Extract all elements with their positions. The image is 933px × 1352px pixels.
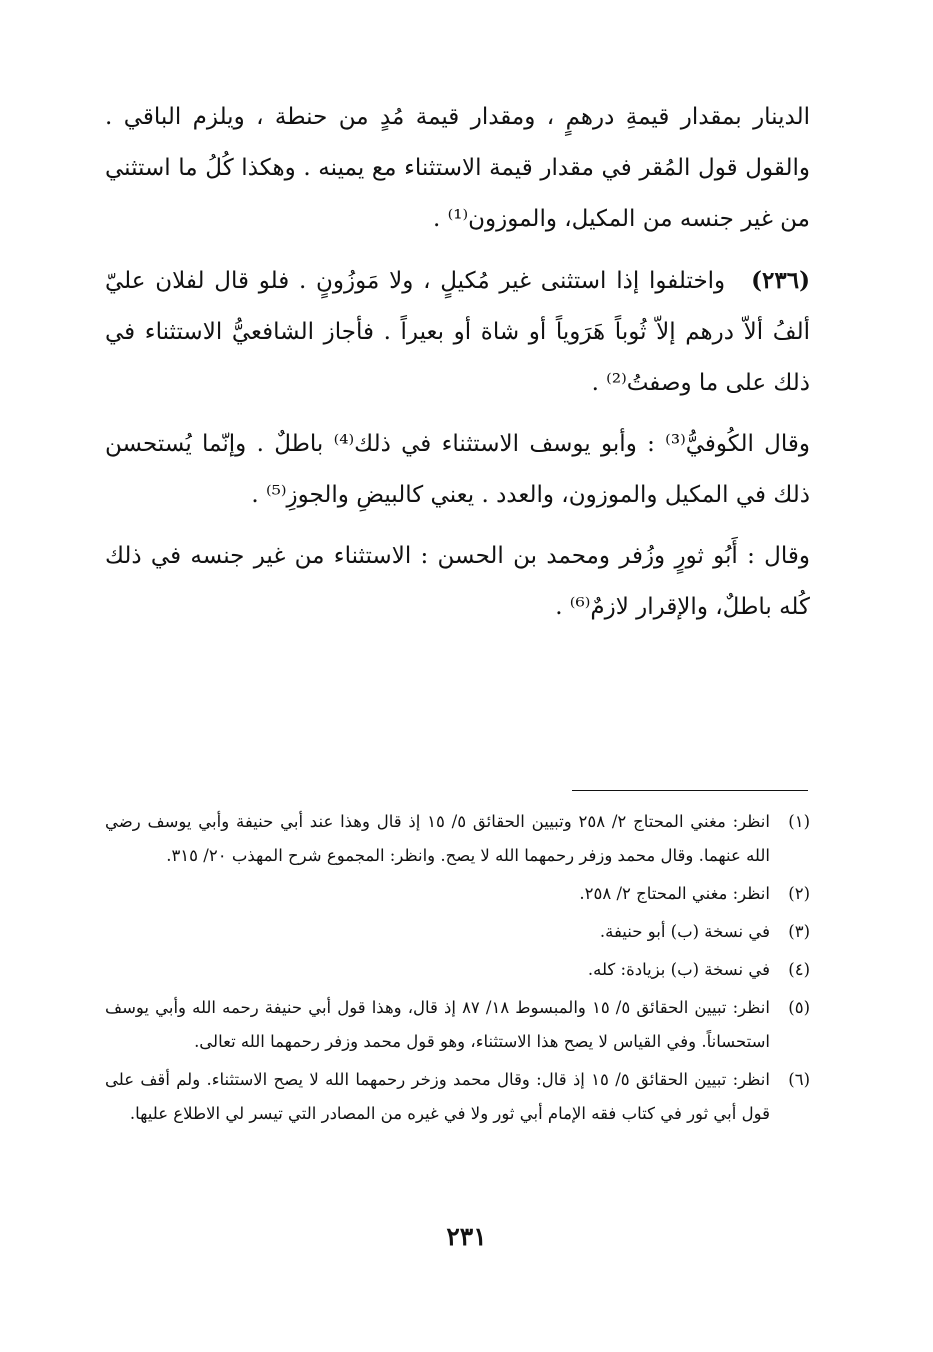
footnote-text: انظر: مغني المحتاج ٢/ ٢٥٨.	[579, 884, 770, 903]
footnote-number: (٥)	[788, 998, 810, 1017]
paragraph-4: وقال : أَبُو ثورٍ وزُفر ومحمد بن الحسن : الاستثناء من غير جنسه في ذلك كُله باطلٌ، والإقرار لازمٌ⁽⁶⁾ .	[105, 543, 810, 620]
footnote-number: (٣)	[788, 922, 810, 941]
main-text	[105, 92, 810, 633]
footnote-number: (٢)	[788, 884, 810, 903]
footnotes	[105, 805, 810, 1131]
paragraph-1: الدينار بمقدار قيمةِ درهمٍ ، ومقدار قيمة مُدٍ من حنطة ، ويلزم الباقي . والقول قول المُقر في مقدار قيمة الاستثناء مع يمينه . وهكذا كُلُ ما استثني من غير جنسه من المكيل، والموزون⁽¹⁾ .	[105, 104, 810, 232]
paragraph-2-text: واختلفوا إذا استثنى غير مُكيلٍ ، ولا مَوزُونٍ . فلو قال لفلان عليّ ألفُ ألاّ درهم إلاّ ثُوباً هَرَوياً أو شاة أو بعيراً . فأجاز الشافعيُّ الاستثناء في ذلك على ما وصفتُ⁽²⁾ .	[105, 268, 810, 396]
footnote	[105, 1063, 810, 1131]
footnote-text: انظر: تبيين الحقائق ٥/ ١٥ إذ قال: وقال محمد وزخر رحمهما الله لا يصح الاستثناء. ولم أقف على قول أبي ثور في كتاب فقه الإمام أبي ثور ولا في غيره من المصادر التي تيسر لي الاطلاع عليها.	[105, 1070, 770, 1123]
footnote	[105, 915, 810, 949]
paragraph-2	[105, 255, 810, 409]
section-number: (٢٣٦)	[751, 267, 810, 294]
paragraph-3: وقال الكُوفيُّ⁽³⁾ : وأبو يوسف الاستثناء في ذلك⁽⁴⁾ باطلٌ . وإنّما يُستحسن ذلك في المكيل والموزون، والعدد . يعني كالبيضِ والجوزِ⁽⁵⁾ .	[105, 431, 810, 508]
footnote	[105, 991, 810, 1059]
footnote-divider	[572, 790, 808, 791]
footnote-number: (١)	[788, 812, 810, 831]
footnote	[105, 877, 810, 911]
footnote	[105, 953, 810, 987]
footnote-text: انظر: مغني المحتاج ٢/ ٢٥٨ وتبيين الحقائق ٥/ ١٥ إذ قال وهذا عند أبي حنيفة وأبي يوسف رضي الله عنهما. وقال محمد وزفر رحمهما الله لا يصح. وانظر: المجموع شرح المهذب ٢٠/ ٣١٥.	[105, 812, 770, 865]
footnote-number: (٦)	[788, 1070, 810, 1089]
footnote	[105, 805, 810, 873]
page-number: ٢٣١	[446, 1222, 487, 1251]
footnote-text: في نسخة (ب) بزيادة: كله.	[587, 960, 770, 979]
footnote-text: انظر: تبيين الحقائق ٥/ ١٥ والمبسوط ١٨/ ٨٧ إذ قال، وهذا قول أبي حنيفة رحمه الله وأبي يوسف استحساناً. وفي القياس لا يصح هذا الاستثناء، وهو قول محمد وزفر رحمهما الله تعالى.	[105, 998, 770, 1051]
footnote-text: في نسخة (ب) أبو حنيفة.	[599, 922, 770, 941]
footnote-number: (٤)	[788, 960, 810, 979]
